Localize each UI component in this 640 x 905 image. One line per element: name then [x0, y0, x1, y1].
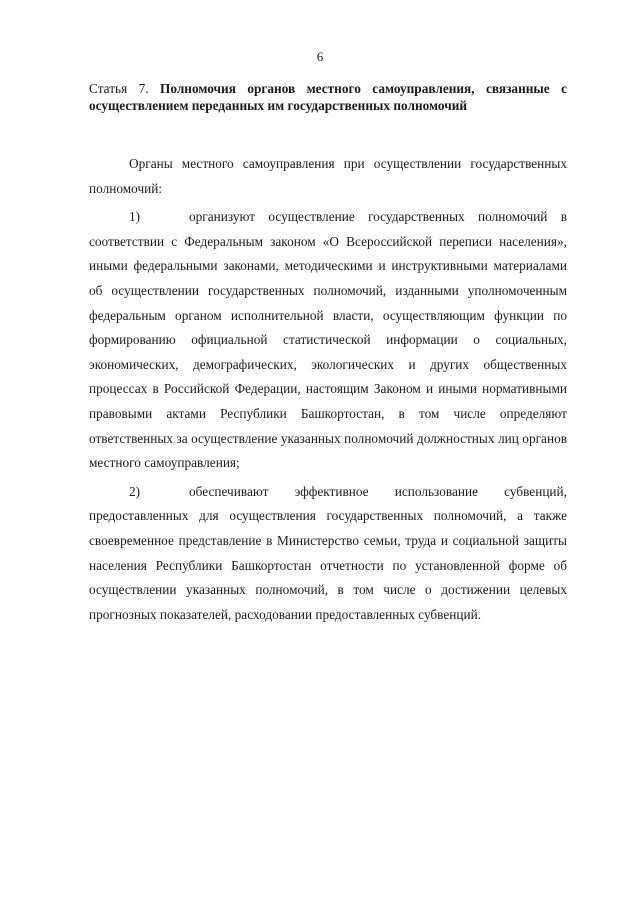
list-item-text: обеспечивают эффективное использование субвенций, предоставленных для осуществления государственных полномочий, а также своевременное представление в Министерство семьи, труда и социальной защиты населения Республики Башкортостан отчетности по установленной форме об осуществлении указанных полномочий, в том числе о достижении целевых прогнозных показателей, расходовании предоставленных субвенций.	[89, 483, 567, 622]
intro-paragraph: Органы местного самоуправления при осуществлении государственных полномочий:	[89, 156, 567, 196]
page-number: 6	[316, 49, 324, 64]
list-item-number: 2)	[129, 483, 141, 499]
article-heading	[89, 80, 567, 114]
list-item	[89, 480, 567, 628]
list-item-number: 1)	[129, 209, 141, 225]
list-item-text: организуют осуществление государственных полномочий в соответствии с Федеральным законом «О Всероссийской переписи населения», иными федеральными законами, методическими и инструктивными материалами об осуществлении государственных полномочий, изданными уполномоченным федеральным органом исполнительной власти, осуществляющим функции по формированию официальной статистической информации о социальных, экономических, демографических, экологических и других общественных процессах в Российской Федерации, настоящим Законом и иными нормативными правовыми актами Республики Башкортостан, в том числе определяют ответственных за осуществление указанных полномочий должностных лиц органов местного самоуправления;	[89, 209, 567, 471]
article-title: Полномочия органов местного самоуправления, связанные с осуществлением переданных им государственных полномочий	[89, 81, 567, 113]
article-label: Статья 7.	[89, 81, 149, 96]
list-item	[89, 205, 567, 476]
article-body	[89, 152, 567, 631]
